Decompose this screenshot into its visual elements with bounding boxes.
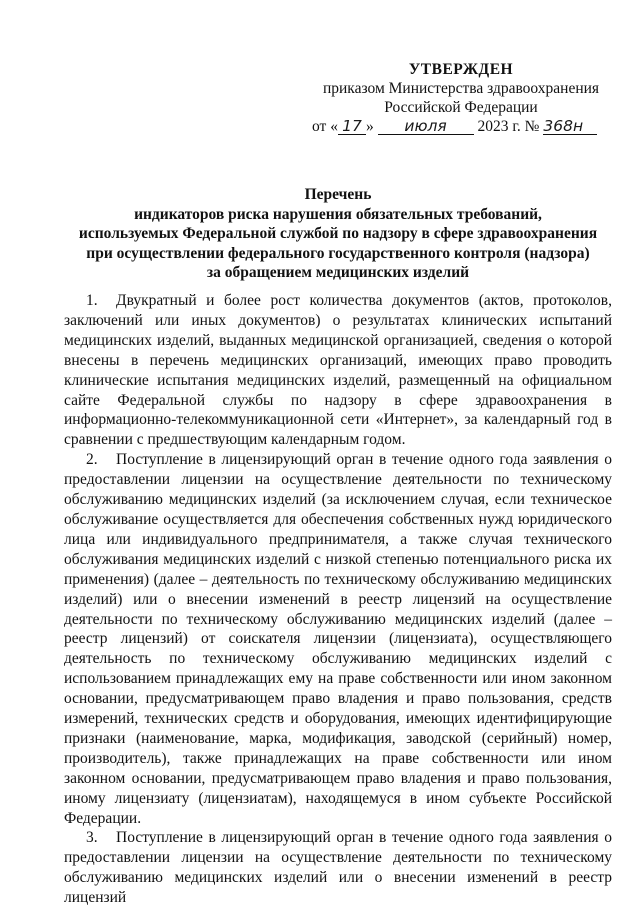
quote-close: » bbox=[365, 118, 374, 135]
year-and-number-label: 2023 г. № bbox=[477, 118, 540, 135]
item-text: Двукратный и более рост количества документов (актов, протоколов, заключений или иных документов) о результатах клинических испытаний медицинских изделий, выданных медицинской организацией, сведения о которой внесены в перечень медицинских организаций, имеющих право проводить клинические испытания медицинских изделий, размещенный на официальном сайте Федеральной службы по надзору в сфере здравоохранения в информационно-телекоммуникационной сети «Интернет», за календарный год в сравнении с предшествующим календарным годом. bbox=[64, 292, 612, 449]
heading-line-3: используемых Федеральной службой по надзору в сфере здравоохранения bbox=[78, 225, 598, 242]
list-item bbox=[64, 450, 612, 828]
heading-line-5: за обращением медицинских изделий bbox=[206, 264, 470, 281]
item-number: 2. bbox=[86, 451, 98, 469]
heading-line-4: при осуществлении федерального государственного контроля (надзора) bbox=[86, 244, 590, 262]
approval-title: УТВЕРЖДЕН bbox=[408, 61, 514, 78]
list-item bbox=[64, 828, 612, 908]
date-prefix: от bbox=[312, 118, 327, 135]
list-item bbox=[64, 291, 612, 450]
approval-issuer-line: приказом Министерства здравоохранения bbox=[322, 80, 600, 97]
document-body bbox=[64, 291, 612, 908]
approval-date-line bbox=[296, 117, 626, 136]
approval-stamp-block bbox=[296, 60, 626, 136]
handwritten-month: июля bbox=[378, 118, 474, 135]
handwritten-order-number: 368н bbox=[543, 118, 597, 135]
item-number: 3. bbox=[86, 829, 98, 847]
handwritten-day: 17 bbox=[338, 118, 366, 135]
item-text: Поступление в лицензирующий орган в течение одного года заявления о предоставлении лицензии на осуществление деятельности по техническому обслуживанию медицинских изделий или о внесении изменений в реестр лицензий bbox=[64, 829, 612, 907]
item-number: 1. bbox=[86, 292, 98, 309]
document-heading bbox=[64, 185, 612, 283]
approval-issuer-country: Российской Федерации bbox=[384, 99, 538, 116]
heading-title: Перечень bbox=[304, 186, 372, 203]
quote-open: « bbox=[330, 118, 338, 135]
item-text: Поступление в лицензирующий орган в течение одного года заявления о предоставлении лицензии на осуществление деятельности по техническому обслуживанию медицинских изделий (за исключением случая, если техническое обслуживание осуществляется для обеспечения собственных нужд юридического лица или индивидуального предпринимателя, а также случая технического обслуживания медицинских изделий с низкой степенью потенциального риска их применения) (далее – деятельность по техническому обслуживанию медицинских изделий) или о внесении изменений в реестр лицензий на осуществление деятельности по техническому обслуживанию медицинских изделий (далее – реестр лицензий) от соискателя лицензии (лицензиата), осуществляющего деятельность по техническому обслуживанию медицинских изделий с использованием принадлежащих ему на праве собственности или ином законном основании, предусматривающем право владения и право пользования, средств измерений, технических средств и оборудования, имеющих идентифицирующие признаки (наименование, марка, модификация, заводской (серийный) номер, производитель), также принадлежащих на праве собственности или ином законном основании, предусматривающем право владения и право пользования, иному лицензиату (лицензиатам), находящемуся в ином субъекте Российской Федерации. bbox=[64, 451, 612, 827]
heading-line-2: индикаторов риска нарушения обязательных требований, bbox=[134, 205, 542, 223]
